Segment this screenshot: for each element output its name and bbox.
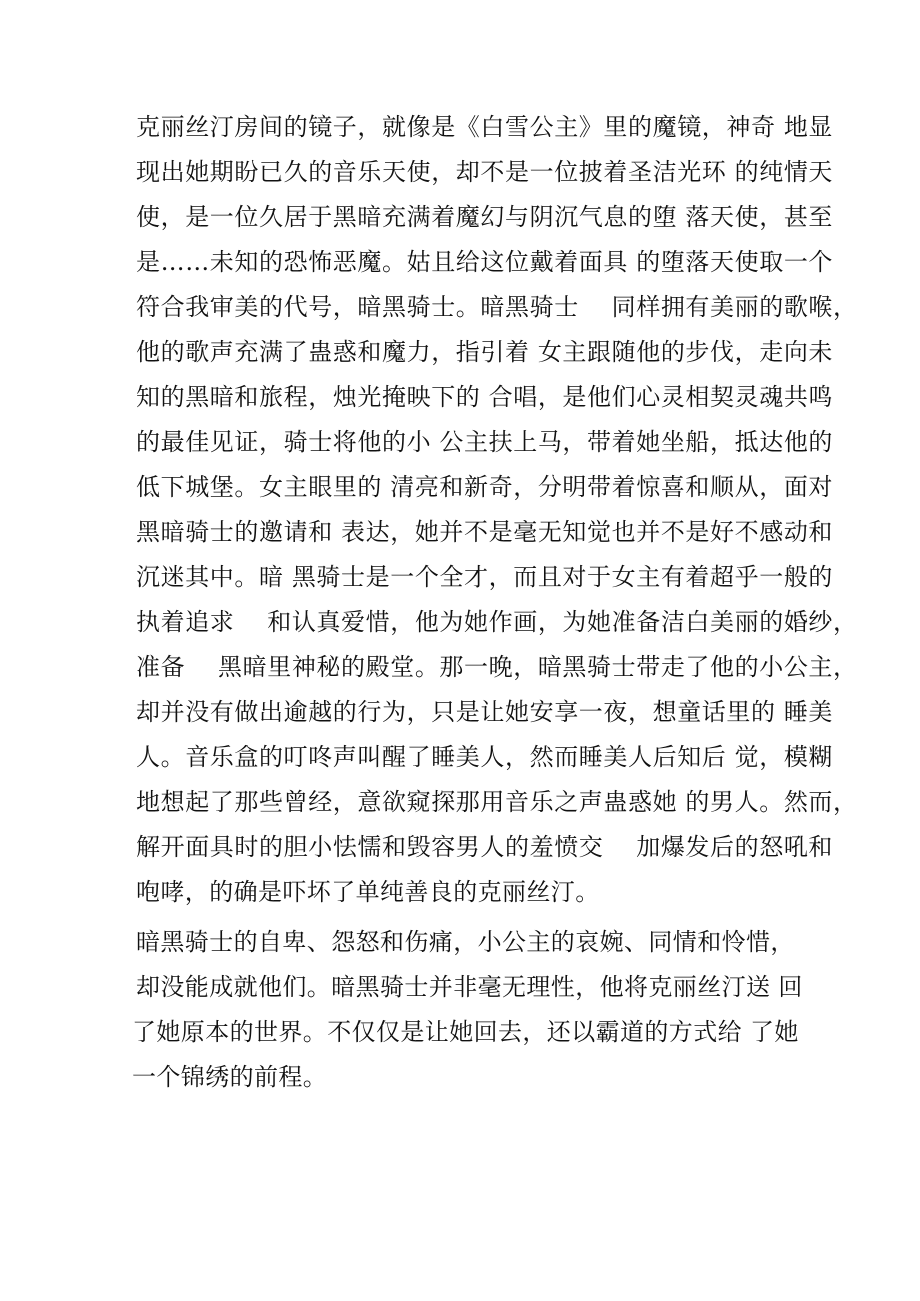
- text-line: 符合我审美的代号，暗黑骑士。暗黑骑士 同样拥有美丽的歌喉，: [136, 293, 858, 321]
- text-line: 咆哮，的确是吓坏了单纯善良的克丽丝汀。: [136, 878, 600, 906]
- text-line: 低下城堡。女主眼里的 清亮和新奇，分明带着惊喜和顺从，面对: [136, 473, 834, 501]
- text-line: 现出她期盼已久的音乐天使，却不是一位披着圣洁光环 的纯情天: [136, 158, 834, 186]
- text-line: 执着追求 和认真爱惜，他为她作画，为她准备洁白美丽的婚纱，: [136, 608, 858, 636]
- text-line: 沉迷其中。暗 黑骑士是一个全才，而且对于女主有着超乎一般的: [136, 563, 834, 591]
- text-line: 暗黑骑士的自卑、怨怒和伤痛，小公主的哀婉、同情和怜惜，: [136, 928, 795, 956]
- text-line: 黑暗骑士的邀请和 表达，她并不是毫无知觉也并不是好不感动和: [136, 518, 834, 546]
- text-line: 准备 黑暗里神秘的殿堂。那一晚，暗黑骑士带走了他的小公主，: [136, 653, 858, 681]
- text-line: 人。音乐盒的叮咚声叫醒了睡美人，然而睡美人后知后 觉，模糊: [136, 743, 834, 771]
- text-line: 他的歌声充满了蛊惑和魔力，指引着 女主跟随他的步伐，走向未: [136, 338, 834, 366]
- text-line: 解开面具时的胆小怯懦和毁容男人的羞愤交 加爆发后的怒吼和: [136, 833, 834, 861]
- text-line: 了她原本的世界。不仅仅是让她回去，还以霸道的方式给 了她: [132, 1018, 799, 1046]
- text-line: 的最佳见证，骑士将他的小 公主扶上马，带着她坐船，抵达他的: [136, 428, 834, 456]
- text-line: 知的黑暗和旅程，烛光掩映下的 合唱，是他们心灵相契灵魂共鸣: [136, 383, 834, 411]
- text-line: 克丽丝汀房间的镜子，就像是《白雪公主》里的魔镜，神奇 地显: [136, 113, 834, 141]
- text-line: 却没能成就他们。暗黑骑士并非毫无理性，他将克丽丝汀送 回: [136, 973, 803, 1001]
- text-line: 使，是一位久居于黑暗充满着魔幻与阴沉气息的堕 落天使，甚至: [136, 203, 834, 231]
- text-line: 一个锦绣的前程。: [132, 1063, 328, 1091]
- text-line: 是……未知的恐怖恶魔。姑且给这位戴着面具 的堕落天使取一个: [136, 248, 834, 276]
- text-line: 却并没有做出逾越的行为，只是让她安享一夜，想童话里的 睡美: [136, 698, 834, 726]
- text-line: 地想起了那些曾经，意欲窥探那用音乐之声蛊惑她 的男人。然而，: [136, 788, 858, 816]
